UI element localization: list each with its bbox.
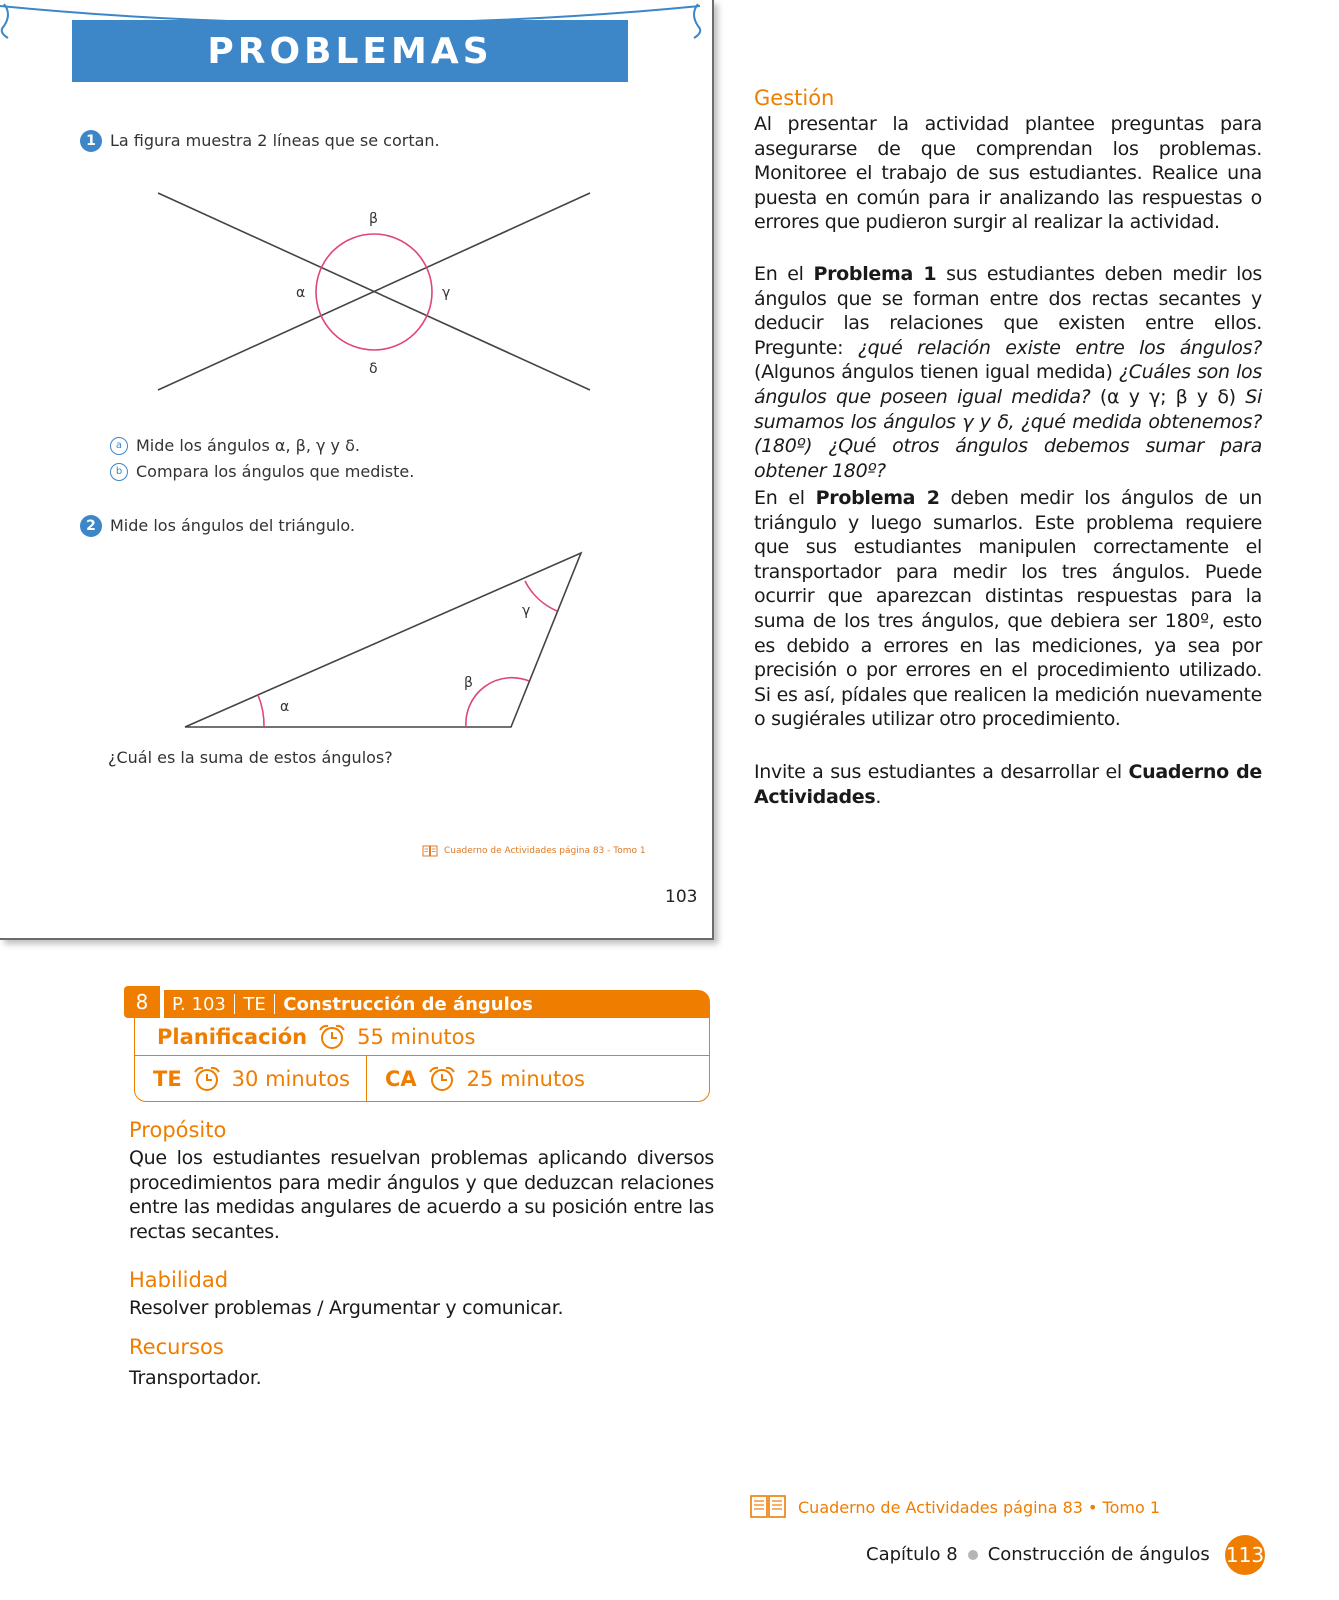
item-text: Mide los ángulos α, β, γ y δ. — [136, 436, 360, 455]
angle-label-alpha: α — [296, 285, 306, 301]
triangle-label-beta: β — [464, 675, 473, 691]
page-number-badge: 113 — [1225, 1535, 1265, 1575]
gestion-paragraph-2 — [754, 262, 1262, 483]
triangle-label-gamma: γ — [522, 603, 531, 619]
planificacion-time: 55 minutos — [357, 1024, 476, 1049]
text-run: (Algunos ángulos tienen igual medida) — [754, 361, 1119, 384]
student-page-number: 103 — [665, 887, 698, 907]
cuaderno-reference-small — [422, 845, 646, 857]
footer-chapter — [866, 1544, 1210, 1565]
angle-label-gamma: γ — [442, 285, 451, 301]
proposito-text: Que los estudiantes resuelvan problemas aplicando diversos procedimientos para medir ángulos y que deduzcan relaciones entre las medidas angulares de acuerdo a su posición entre las rectas secantes. — [129, 1147, 714, 1243]
problem-1-number: 1 — [80, 130, 102, 152]
problem-1-item-b — [110, 462, 414, 481]
planificacion-label: Planificación — [157, 1024, 308, 1049]
habilidad-text: Resolver problemas / Argumentar y comunicar. — [129, 1297, 564, 1319]
problem-2-question: ¿Cuál es la suma de estos ángulos? — [108, 748, 393, 767]
separator-dot-icon — [968, 1550, 978, 1560]
te-time-label: TE — [153, 1067, 182, 1091]
te-time: 30 minutos — [231, 1067, 351, 1091]
book-icon — [750, 1494, 786, 1520]
recursos-title: Recursos — [129, 1335, 224, 1359]
planning-total-row — [135, 1018, 709, 1056]
header-divider — [274, 994, 276, 1014]
item-text: Compara los ángulos que mediste. — [136, 462, 415, 481]
angle-label-delta: δ — [369, 361, 378, 377]
footer-cuaderno-reference — [750, 1494, 1160, 1520]
cuaderno-reference-text: Cuaderno de Actividades página 83 - Tomo 1 — [444, 846, 646, 856]
page-reference: P. 103 — [172, 993, 226, 1015]
question-run: ¿Cuáles son los ángulos que poseen igual medida? — [754, 361, 1262, 408]
problem-2-text: Mide los ángulos del triángulo. — [110, 516, 355, 535]
text-run: (α y γ; β y δ) — [1090, 385, 1246, 408]
header-divider — [234, 994, 236, 1014]
gestion-paragraph-4 — [754, 760, 1262, 809]
problem-2-number: 2 — [80, 515, 102, 537]
footer-cuaderno-text: Cuaderno de Actividades página 83 • Tomo 1 — [798, 1497, 1161, 1517]
banner-title: PROBLEMAS — [207, 30, 493, 72]
item-letter: b — [110, 463, 128, 481]
lesson-title: Construcción de ángulos — [283, 993, 533, 1015]
angle-label-beta: β — [369, 211, 378, 227]
cuaderno-ref: Cuaderno de Actividades — [754, 761, 1262, 808]
text-run: deben medir los ángulos de un triángulo y luego sumarlos. Este problema requiere que sus estudiantes manipulen correctamente el transportador para medir los tres ángulos. Puede ocurrir que aparezcan distintas respuestas para la suma de los tres ángulos, que debiera ser 180º, esto es debido a errores en las mediciones, ya sea por precisión o por errores en el procedimiento utilizado. Si es así, pídales que realicen la medición nuevamente o sugiérales utilizar otro procedimiento. — [754, 487, 1263, 731]
text-run: sus estudiantes deben medir los ángulos que se forman entre dos rectas secantes y deducir las relaciones que existen entre ellos. Pregunte: — [754, 263, 1262, 359]
te-time-cell — [135, 1056, 367, 1102]
question-run: Si sumamos los ángulos γ y δ, ¿qué medida obtenemos? (180º) ¿Qué otros ángulos debemos sumar para obtener 180º? — [754, 385, 1262, 482]
gestion-paragraph-1: Al presentar la actividad plantee preguntas para asegurarse de que comprendan los problemas. Monitoree el trabajo de sus estudiantes. Realice una puesta en común para ir analizando las respuestas o errores que pudieron surgir al realizar la actividad. — [754, 113, 1262, 234]
triangle-figure — [175, 545, 595, 735]
text-run: Invite a sus estudiantes a desarrollar el — [754, 761, 1129, 783]
intersecting-lines-figure — [150, 185, 600, 395]
alarm-clock-icon — [192, 1065, 222, 1093]
student-page — [0, 0, 714, 940]
text-run: En el — [754, 487, 816, 509]
recursos-text: Transportador. — [129, 1367, 262, 1389]
text-run: . — [875, 785, 882, 808]
question-run: ¿qué relación existe entre los ángulos? — [857, 336, 1262, 359]
planning-header — [164, 990, 710, 1018]
problem-2-ref: Problema 2 — [815, 487, 940, 509]
triangle-label-alpha: α — [280, 699, 290, 715]
footer-lesson-title: Construcción de ángulos — [987, 1544, 1210, 1565]
planning-box — [124, 986, 710, 1102]
proposito-title: Propósito — [129, 1118, 227, 1142]
problems-banner — [72, 20, 628, 82]
alarm-clock-icon — [427, 1065, 457, 1093]
gestion-title: Gestión — [754, 86, 835, 110]
gestion-paragraph-3 — [754, 486, 1262, 732]
book-icon — [422, 845, 438, 857]
problem-1-item-a — [110, 436, 360, 455]
ca-time: 25 minutos — [466, 1067, 586, 1091]
chapter-tab: 8 — [124, 986, 160, 1018]
ca-label: CA — [385, 1067, 417, 1091]
habilidad-title: Habilidad — [129, 1268, 229, 1292]
problem-1-text: La figura muestra 2 líneas que se cortan. — [110, 131, 440, 150]
item-letter: a — [110, 437, 128, 455]
te-label: TE — [243, 993, 266, 1015]
text-run: En el — [754, 263, 814, 285]
problem-1-ref: Problema 1 — [813, 263, 937, 285]
footer-chapter-label: Capítulo 8 — [866, 1544, 958, 1565]
planning-body — [134, 1018, 710, 1102]
planning-split-row — [135, 1056, 709, 1102]
ca-time-cell — [367, 1056, 585, 1102]
alarm-clock-icon — [317, 1023, 347, 1051]
